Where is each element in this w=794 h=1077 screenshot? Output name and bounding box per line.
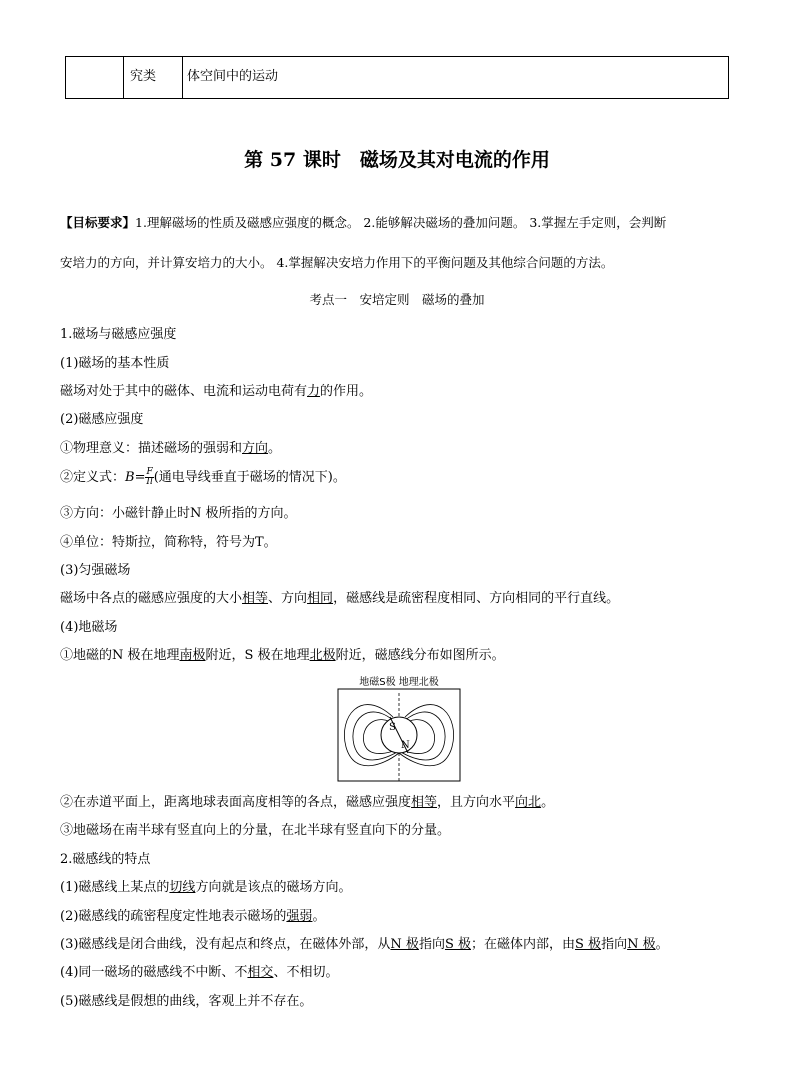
para-9: ③地磁场在南半球有竖直向上的分量，在北半球有竖直向下的分量。 <box>60 823 451 838</box>
point-2: (2)磁感线的疏密程度定性地表示磁场的强弱。 <box>60 909 326 924</box>
page-title: 第 57 课时 磁场及其对电流的作用 <box>244 149 550 171</box>
fraction: $\frac{F}{Il}$ <box>146 467 153 487</box>
point-1: (1)磁感线上某点的切线方向就是该点的磁场方向。 <box>60 880 352 895</box>
table-cell-empty <box>66 57 124 98</box>
para-7: ①地磁的N 极在地理南极附近，S 极在地理北极附近，磁感线分布如图所示。 <box>60 648 505 663</box>
label-N: N <box>401 740 410 751</box>
figure-caption: 地磁S极 地理北极 <box>359 677 439 688</box>
heading-2: 2.磁感线的特点 <box>60 852 151 867</box>
label-S: S <box>389 722 396 733</box>
goal-label: 【目标要求】 <box>60 215 136 230</box>
goal-line-2: 安培力的方向，并计算安培力的大小。 4.掌握解决安培力作用下的平衡问题及其他综合问题的方法。 <box>60 255 614 270</box>
point-5: (5)磁感线是假想的曲线，客观上并不存在。 <box>60 994 313 1009</box>
table-cell-content: 体空间中的运动 <box>187 69 279 84</box>
table-cell-category: 究类 <box>130 69 157 84</box>
para-2: ①物理意义：描述磁场的强弱和方向。 <box>60 441 282 456</box>
top-table <box>65 56 729 99</box>
goal-line-1: 【目标要求】1.理解磁场的性质及磁感应强度的概念。 2.能够解决磁场的叠加问题。 3.掌握左手定则，会判断 <box>60 215 667 230</box>
heading-1c: (3)匀强磁场 <box>60 563 131 578</box>
heading-1: 1.磁场与磁感应强度 <box>60 327 177 342</box>
point-4: (4)同一磁场的磁感线不中断、不相交、不相切。 <box>60 965 339 980</box>
point-3: (3)磁感线是闭合曲线，没有起点和终点，在磁体外部，从N 极指向S 极；在磁体内部，由S 极指向N 极。 <box>60 937 669 952</box>
field-lines-diagram <box>336 687 462 783</box>
section-subtitle: 考点一 安培定则 磁场的叠加 <box>309 292 485 307</box>
para-3: ②定义式：B= $\frac{F}{Il}$ (通电导线垂直于磁场的情况下)。 <box>60 467 346 487</box>
para-5: ④单位：特斯拉，简称特，符号为T。 <box>60 535 277 550</box>
geomagnetic-figure <box>336 673 462 783</box>
heading-1a: (1)磁场的基本性质 <box>60 356 170 371</box>
para-4: ③方向：小磁针静止时N 极所指的方向。 <box>60 506 297 521</box>
heading-1b: (2)磁感应强度 <box>60 412 144 427</box>
heading-1d: (4)地磁场 <box>60 620 118 635</box>
para-1: 磁场对处于其中的磁体、电流和运动电荷有力的作用。 <box>60 384 373 399</box>
para-8: ②在赤道平面上，距离地球表面高度相等的各点，磁感应强度相等，且方向水平向北。 <box>60 795 555 810</box>
para-6: 磁场中各点的磁感应强度的大小相等、方向相同，磁感线是疏密程度相同、方向相同的平行直线。 <box>60 591 620 606</box>
